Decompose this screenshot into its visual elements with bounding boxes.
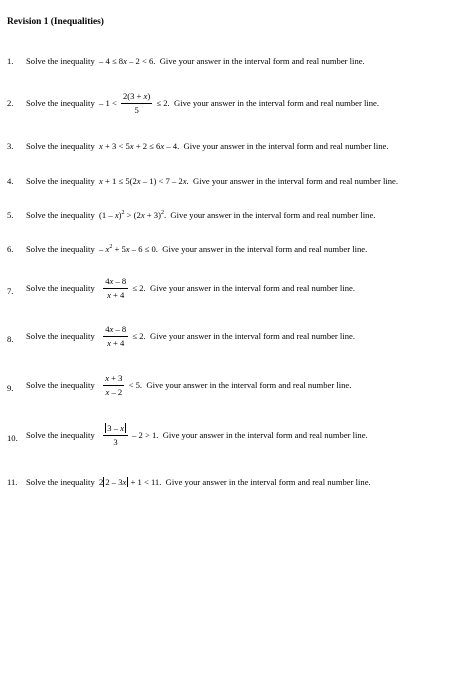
problem-lead: Solve the inequality [26,331,95,342]
instruction-text: Give your answer in the interval form and real number line. [170,210,376,220]
problem-statement [26,176,398,186]
problem-lead: Solve the inequality [26,98,95,109]
problem-lead: Solve the inequality [26,430,95,441]
problem-7 [0,278,468,318]
problem-number: 11. [7,477,18,487]
problem-2 [0,93,468,133]
math-expression: $\frac{3 - x}{3}$ – 2 > 1. [101,430,158,440]
problem-number: 10. [7,433,18,443]
problem-statement [26,477,371,487]
problem-statement [26,326,355,348]
problem-lead: Solve the inequality [26,283,95,294]
fraction: $\frac{4x - 8}{x + 4}$ [105,324,127,348]
problem-statement [26,210,375,220]
math-expression: – $x^2 + 5x - 6 \le 0$. [99,244,158,254]
math-expression: 2 2 – 3x + 1 < 11. [99,477,162,487]
math-expression: $\frac{x + 3}{x - 2}$ < 5. [105,373,143,397]
problem-number: 7. [7,286,14,296]
problem-statement [26,93,379,115]
instruction-text: Give your answer in the interval form and real number line. [193,176,398,186]
fraction: $\frac{3 - x}{3}$ [103,424,128,446]
fraction: $\frac{2(3 + x)}{5}$ [122,91,151,115]
problem-number: 2. [7,98,14,108]
math-expression: $(1 - x)^2 > (2x + 3)^2$. [99,210,167,220]
math-expression: $\frac{4x - 8}{x + 4}$ ≤ 2. [105,324,146,348]
problem-9 [0,375,468,415]
problem-number: 6. [7,244,14,254]
problem-statement [26,278,355,300]
instruction-text: Give your answer in the interval form and real number line. [165,477,371,487]
math-expression: x + 3 < 5x + 2 ≤ 6x – 4. [99,141,180,151]
instruction-text: Give your answer in the interval form and real number line. [162,244,368,254]
math-expression: x + 1 ≤ 5(2x – 1) < 7 – 2x. [99,176,189,186]
problem-lead: Solve the inequality [26,477,95,487]
document-title: Revision 1 (Inequalities) [7,17,104,27]
problem-lead: Solve the inequality [26,244,95,254]
instruction-text: Give your answer in the interval form and real number line. [149,331,355,342]
problem-number: 9. [7,383,14,393]
problem-11 [0,477,468,517]
problem-8 [0,326,468,366]
math-expression: – 1 < $\frac{2(3 + x)}{5}$ ≤ 2. [99,91,170,115]
problem-10 [0,425,468,465]
problem-3 [0,141,468,181]
problem-statement [26,425,368,447]
fraction: $\frac{x + 3}{x - 2}$ [105,373,123,397]
problem-number: 3. [7,141,14,151]
problem-number: 5. [7,210,14,220]
problem-number: 1. [7,56,14,66]
math-expression: $\frac{4x - 8}{x + 4}$ ≤ 2. [105,276,146,300]
problem-statement [26,244,367,254]
instruction-text: Give your answer in the interval form and real number line. [162,430,368,441]
problem-lead: Solve the inequality [26,141,95,151]
fraction: $\frac{4x - 8}{x + 4}$ [105,276,127,300]
instruction-text: Give your answer in the interval form and real number line. [183,141,389,151]
problem-statement [26,375,351,397]
problem-lead: Solve the inequality [26,56,95,66]
problem-statement [26,56,365,66]
problem-number: 8. [7,334,14,344]
problem-lead: Solve the inequality [26,380,95,391]
problem-statement [26,141,389,151]
problem-1 [0,56,468,96]
instruction-text: Give your answer in the interval form and real number line. [174,98,380,109]
problem-lead: Solve the inequality [26,176,95,186]
instruction-text: Give your answer in the interval form and real number line. [146,380,352,391]
problem-lead: Solve the inequality [26,210,95,220]
math-expression: – 4 ≤ 8x – 2 < 6. [99,56,156,66]
problem-number: 4. [7,176,14,186]
instruction-text: Give your answer in the interval form and real number line. [149,283,355,294]
instruction-text: Give your answer in the interval form and real number line. [159,56,365,66]
